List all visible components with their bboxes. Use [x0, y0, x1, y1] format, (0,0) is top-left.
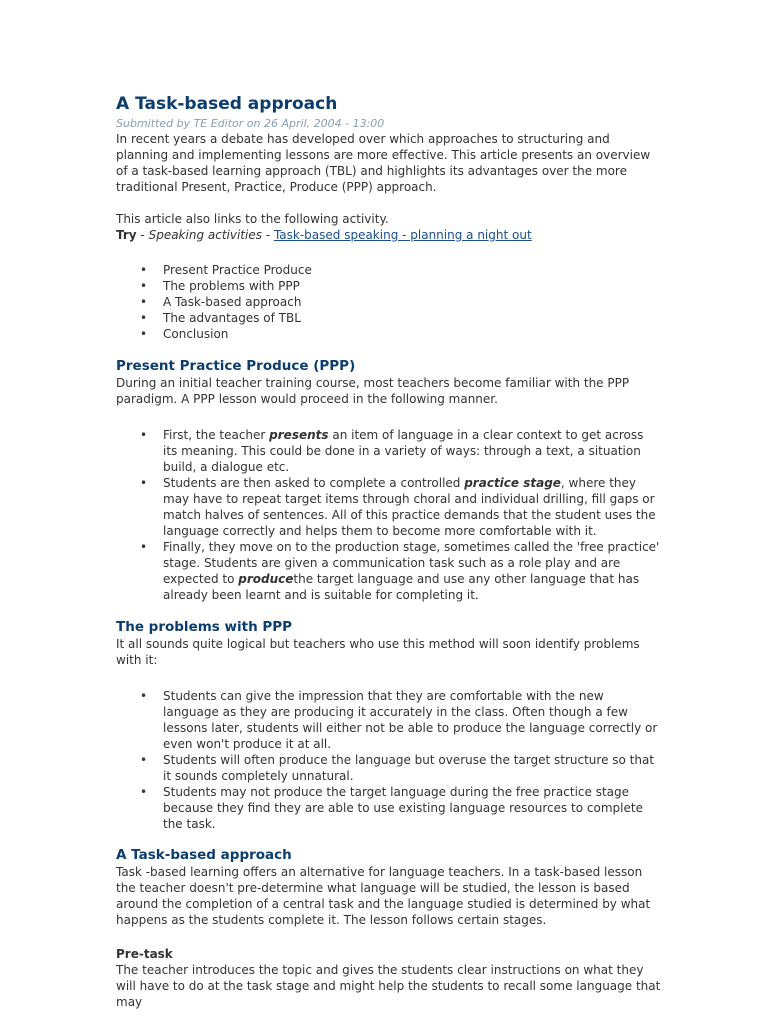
tbl-intro: Task -based learning offers an alternative for language teachers. In a task-based lesson the teacher doesn't pre-determine what language will be studied, the lesson is based around the completion of a central task and the language studied is determined by what happens as the students complete it. The lesson follows certain stages.: [116, 865, 651, 927]
list-item: • Students will often produce the language but overuse the target structure so that it sounds completely unnatural.: [116, 752, 661, 784]
list-item: • Finally, they move on to the production stage, sometimes called the 'free practice' stage. Students are given a communication task such as a role play and are expected to producethe target language and use any other language that has already been learnt and is suitable for completing it.: [116, 539, 661, 603]
activity-link[interactable]: Task-based speaking - planning a night out: [273, 228, 532, 242]
section-heading-ppp: Present Practice Produce (PPP): [116, 358, 356, 374]
article-title: A Task-based approach: [116, 94, 338, 114]
ppp-list: [116, 427, 661, 603]
try-category: Speaking activities: [148, 228, 262, 242]
toc-list: [116, 262, 661, 342]
emphasis: produce: [238, 572, 294, 586]
toc-item[interactable]: • The advantages of TBL: [116, 310, 661, 326]
submitted-byline: Submitted by TE Editor on 26 April, 2004 - 13:00: [116, 117, 385, 130]
try-label: Try: [116, 228, 137, 242]
toc-item[interactable]: • Conclusion: [116, 326, 661, 342]
ppp-intro: During an initial teacher training course, most teachers become familiar with the PPP paradigm. A PPP lesson would proceed in the following manner.: [116, 376, 630, 406]
try-line: [116, 227, 661, 243]
pre-task-text: The teacher introduces the topic and gives the students clear instructions on what they will have to do at the task stage and might help the students to recall some language that may: [116, 963, 661, 1009]
problems-intro: It all sounds quite logical but teachers who use this method will soon identify problems with it:: [116, 637, 640, 667]
list-item: • Students may not produce the target language during the free practice stage because they find they are able to use existing language resources to complete the task.: [116, 784, 661, 832]
toc-item[interactable]: • A Task-based approach: [116, 294, 661, 310]
section-heading-tbl: A Task-based approach: [116, 847, 292, 863]
list-item: • Students can give the impression that they are comfortable with the new language as they are producing it accurately in the class. Often though a few lessons later, students will either not be able to produce the language correctly or even won't produce it at all.: [116, 688, 661, 752]
list-item: • Students are then asked to complete a controlled practice stage, where they may have to repeat target items through choral and individual drilling, fill gaps or match halves of sentences. All of this practice demands that the student uses the language correctly and helps them to become more comfortable with it.: [116, 475, 661, 539]
try-sep-1: -: [136, 228, 149, 242]
section-heading-problems: The problems with PPP: [116, 619, 293, 635]
emphasis: practice stage: [464, 476, 561, 490]
toc-item[interactable]: • Present Practice Produce: [116, 262, 661, 278]
emphasis: presents: [269, 428, 329, 442]
toc-item[interactable]: • The problems with PPP: [116, 278, 661, 294]
subheading-pre-task: Pre-task: [116, 947, 173, 961]
problems-list: [116, 688, 661, 832]
links-intro: This article also links to the following activity.: [116, 212, 389, 226]
intro-paragraph: In recent years a debate has developed over which approaches to structuring and planning and implementing lessons are more effective. This article presents an overview of a task-based learning approach (TBL) and highlights its advantages over the more traditional Present, Practice, Produce (PPP) approach.: [116, 132, 651, 194]
try-sep-2: -: [261, 228, 274, 242]
article: [116, 93, 661, 1010]
list-item: • First, the teacher presents an item of language in a clear context to get across its meaning. This could be done in a variety of ways: through a text, a situation build, a dialogue etc.: [116, 427, 661, 475]
